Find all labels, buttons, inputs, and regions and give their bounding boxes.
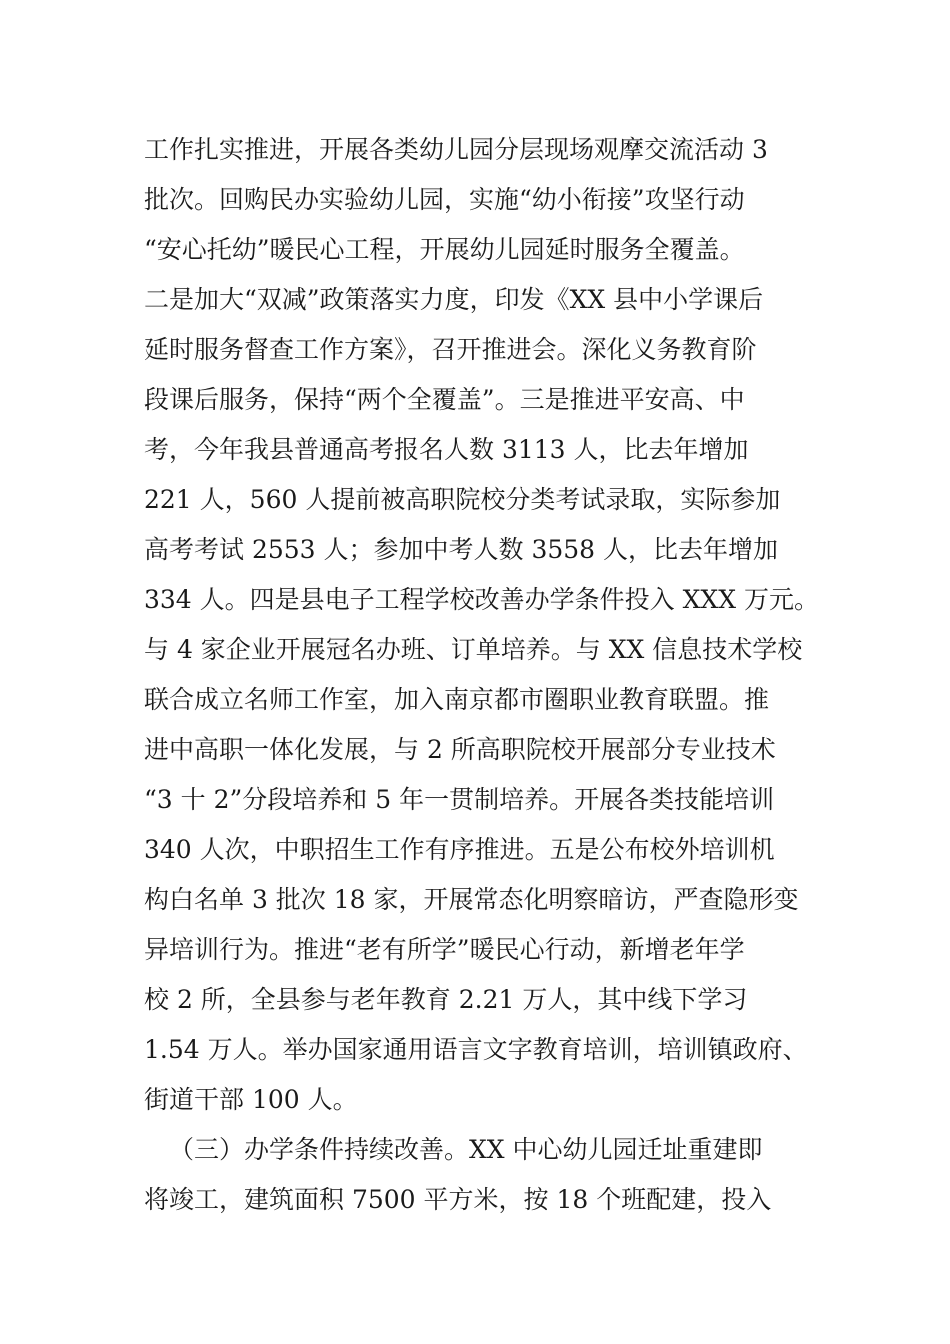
text-line: “3 十 2”分段培养和 5 年一贯制培养。开展各类技能培训 xyxy=(144,785,775,814)
text-line: 将竣工，建筑面积 7500 平方米，按 18 个班配建，投入 xyxy=(144,1185,772,1214)
text-line: （三）办学条件持续改善。XX 中心幼儿园迁址重建即 xyxy=(169,1135,763,1164)
text-line: 构白名单 3 批次 18 家，开展常态化明察暗访，严查隐形变 xyxy=(144,885,799,914)
body-text xyxy=(144,125,824,1225)
text-line: 与 4 家企业开展冠名办班、订单培养。与 XX 信息技术学校 xyxy=(144,635,803,664)
text-line: 334 人。四是县电子工程学校改善办学条件投入 XXX 万元。 xyxy=(144,585,819,614)
text-line: 高考考试 2553 人；参加中考人数 3558 人，比去年增加 xyxy=(144,535,779,564)
text-line: 1.54 万人。举办国家通用语言文字教育培训，培训镇政府、 xyxy=(144,1035,808,1064)
text-line: 联合成立名师工作室，加入南京都市圈职业教育联盟。推 xyxy=(144,685,770,714)
text-line: “安心托幼”暖民心工程，开展幼儿园延时服务全覆盖。 xyxy=(144,235,745,264)
text-line: 异培训行为。推进“老有所学”暖民心行动，新增老年学 xyxy=(144,935,745,964)
text-line: 批次。回购民办实验幼儿园，实施“幼小衔接”攻坚行动 xyxy=(144,185,745,214)
text-line: 考，今年我县普通高考报名人数 3113 人，比去年增加 xyxy=(144,435,749,464)
text-line: 工作扎实推进，开展各类幼儿园分层现场观摩交流活动 3 xyxy=(144,135,768,164)
text-line: 二是加大“双减”政策落实力度，印发《XX 县中小学课后 xyxy=(144,285,764,314)
text-line: 街道干部 100 人。 xyxy=(144,1085,358,1114)
text-line: 段课后服务，保持“两个全覆盖”。三是推进平安高、中 xyxy=(144,385,745,414)
text-line: 校 2 所，全县参与老年教育 2.21 万人，其中线下学习 xyxy=(144,985,748,1014)
text-line: 221 人，560 人提前被高职院校分类考试录取，实际参加 xyxy=(144,485,781,514)
text-line: 延时服务督查工作方案》，召开推进会。深化义务教育阶 xyxy=(144,335,757,364)
text-line: 进中高职一体化发展，与 2 所高职院校开展部分专业技术 xyxy=(144,735,776,764)
text-line: 340 人次，中职招生工作有序推进。五是公布校外培训机 xyxy=(144,835,775,864)
